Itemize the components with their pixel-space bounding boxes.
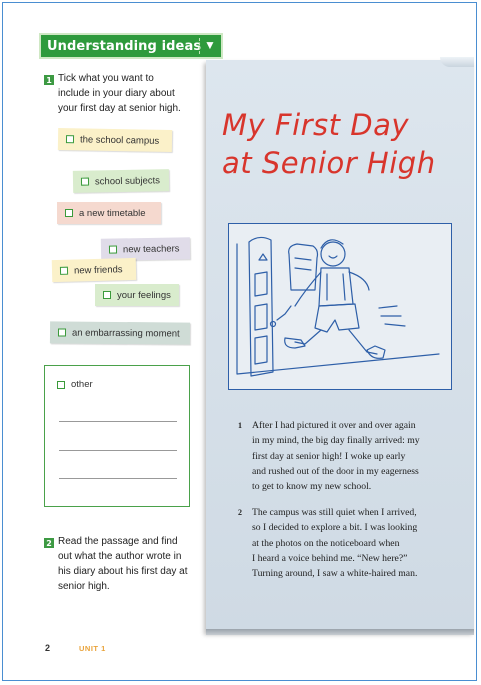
option-label: a new timetable [79,207,146,219]
option-school-campus[interactable] [58,128,172,152]
task-2-instruction [58,534,188,594]
option-new-timetable[interactable] [57,202,161,224]
option-label: the school campus [79,133,160,147]
boy-at-door-illustration [228,223,452,390]
answer-line[interactable] [59,478,177,479]
task-1-instruction [58,71,181,116]
instruction-line: out what the author wrote in [58,551,182,562]
paragraph-number: 1 [238,421,242,430]
instruction-line: your first day at senior high. [58,103,181,114]
checkbox-icon[interactable] [81,178,89,186]
text-line: in my mind, the big day finally arrived: my [252,435,420,447]
page-edge [206,629,474,635]
answer-line[interactable] [59,421,177,422]
paragraph-1 [238,418,467,494]
header-divider [199,38,200,54]
option-label: school subjects [94,174,161,187]
instruction-line: his diary about his first day at [58,566,188,577]
checkbox-icon[interactable] [103,291,111,299]
option-label: other [71,379,93,390]
text-line: first day at senior high! I woke up early [252,450,406,462]
text-line: After I had pictured it over and over again [252,420,416,431]
title-line: at Senior High [222,146,436,180]
text-line: at the photos on the noticeboard when [252,537,400,549]
checkbox-icon[interactable] [58,328,66,336]
page-number: 2 [45,643,51,653]
illustration-drawing [229,224,450,388]
option-label: new teachers [122,242,180,255]
checkbox-icon[interactable] [60,267,68,275]
option-label: an embarrassing moment [71,327,180,340]
option-other[interactable] [57,379,93,390]
option-new-teachers[interactable] [101,237,190,261]
checkbox-icon[interactable] [109,245,117,253]
instruction-line: include in your diary about [58,88,175,99]
diary-title [222,106,467,182]
option-embarrassing-moment[interactable] [50,321,190,344]
instruction-line: Read the passage and find [58,536,178,547]
triangle-down-icon[interactable]: ▼ [204,38,216,52]
task-1-number: 1 [44,75,54,85]
unit-label: UNIT 1 [79,644,106,653]
paragraph-2 [238,505,467,581]
option-new-friends[interactable] [52,258,137,282]
text-line: Turning around, I saw a white-haired man. [252,568,418,580]
instruction-line: senior high. [58,581,110,592]
task-2-number: 2 [44,538,54,548]
section-title: Understanding ideas [47,38,202,54]
answer-line[interactable] [59,450,177,451]
option-label: your feelings [117,289,171,301]
title-line: My First Day [222,108,410,142]
paragraph-number: 2 [238,508,242,517]
section-header [41,35,221,57]
page-curl [440,57,474,67]
option-label: new friends [73,263,123,277]
checkbox-icon[interactable] [65,209,73,217]
other-answer-box [44,365,190,507]
text-line: to get to know my new school. [252,481,372,493]
text-line: The campus was still quiet when I arrived, [252,507,417,518]
checkbox-icon[interactable] [66,135,74,143]
option-school-subjects[interactable] [73,169,169,193]
option-your-feelings[interactable] [95,284,179,306]
text-line: and rushed out of the door in my eagerness [252,465,419,477]
instruction-line: Tick what you want to [58,73,154,84]
text-line: so I decided to explore a bit. I was looking [252,522,418,534]
checkbox-icon[interactable] [57,381,65,389]
text-line: I heard a voice behind me. “New here?” [252,552,408,564]
